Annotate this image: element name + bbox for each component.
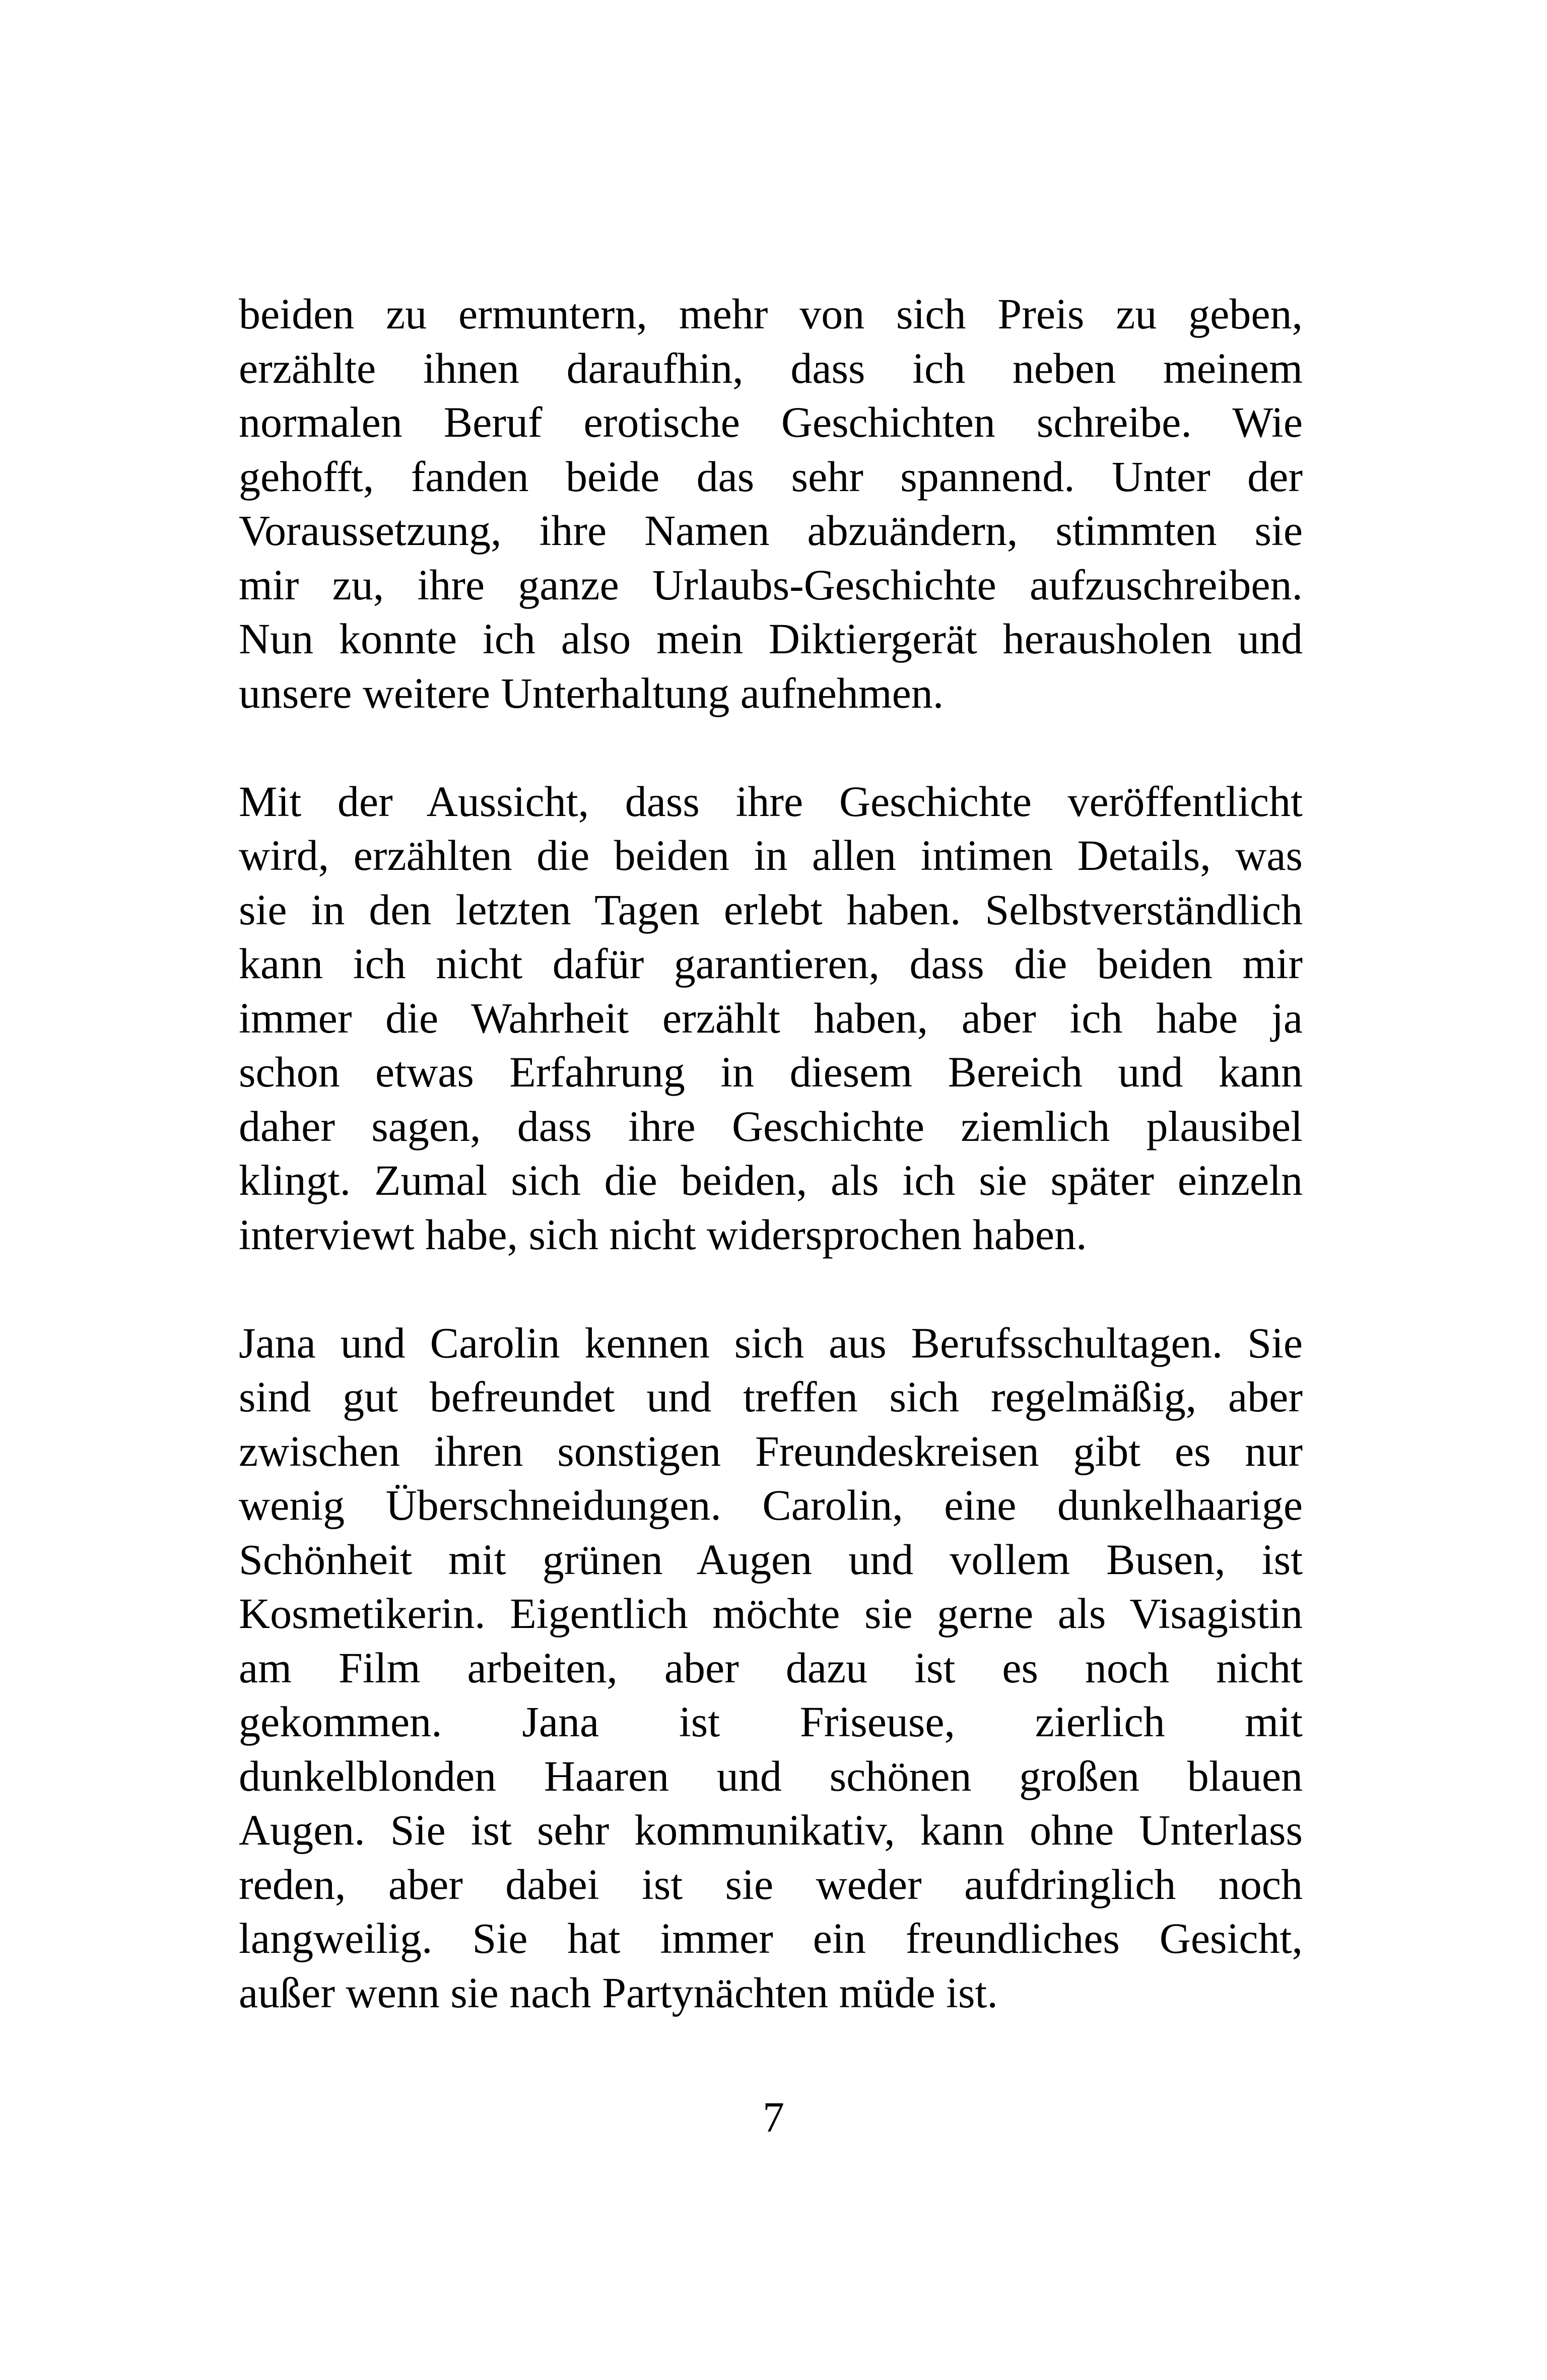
- paragraph-1: [239, 287, 1303, 720]
- text-line: Schönheit mit grünen Augen und vollem Busen, ist: [239, 1535, 1303, 1584]
- text-line: zwischen ihren sonstigen Freundeskreisen gibt es nur: [239, 1426, 1303, 1475]
- text-line: gehofft, fanden beide das sehr spannend. Unter der: [239, 452, 1303, 501]
- text-line: wenig Überschneidungen. Carolin, eine dunkelhaarige: [239, 1481, 1303, 1529]
- text-line: interviewt habe, sich nicht widersprochen haben.: [239, 1210, 1087, 1259]
- text-line: Mit der Aussicht, dass ihre Geschichte veröffentlicht: [239, 777, 1303, 826]
- text-line: klingt. Zumal sich die beiden, als ich sie später einzeln: [239, 1156, 1303, 1204]
- text-line: Nun konnte ich also mein Diktiergerät herausholen und: [239, 615, 1303, 663]
- page-number: 7: [763, 2093, 784, 2141]
- text-line: gekommen. Jana ist Friseuse, zierlich mit: [239, 1697, 1303, 1746]
- text-line: beiden zu ermuntern, mehr von sich Preis zu geben,: [239, 290, 1303, 338]
- text-line: normalen Beruf erotische Geschichten schreibe. Wie: [239, 398, 1303, 446]
- text-line: daher sagen, dass ihre Geschichte ziemlich plausibel: [239, 1102, 1303, 1150]
- paragraph-3: [239, 1316, 1303, 2020]
- text-line: wird, erzählten die beiden in allen intimen Details, was: [239, 831, 1303, 879]
- text-line: langweilig. Sie hat immer ein freundliches Gesicht,: [239, 1914, 1303, 1962]
- text-line: außer wenn sie nach Partynächten müde ist.: [239, 1968, 998, 2017]
- text-line: Voraussetzung, ihre Namen abzuändern, stimmten sie: [239, 506, 1303, 555]
- text-line: kann ich nicht dafür garantieren, dass die beiden mir: [239, 939, 1303, 988]
- body-text: [239, 287, 1303, 2020]
- text-line: sie in den letzten Tagen erlebt haben. Selbstverständlich: [239, 885, 1303, 934]
- text-line: sind gut befreundet und treffen sich regelmäßig, aber: [239, 1373, 1303, 1421]
- text-line: dunkelblonden Haaren und schönen großen blauen: [239, 1751, 1303, 1800]
- text-line: schon etwas Erfahrung in diesem Bereich und kann: [239, 1048, 1303, 1096]
- text-line: erzählte ihnen daraufhin, dass ich neben meinem: [239, 344, 1303, 392]
- text-line: am Film arbeiten, aber dazu ist es noch nicht: [239, 1643, 1303, 1692]
- paragraph-2: [239, 775, 1303, 1262]
- text-line: Kosmetikerin. Eigentlich möchte sie gerne als Visagistin: [239, 1589, 1303, 1638]
- text-line: Augen. Sie ist sehr kommunikativ, kann ohne Unterlass: [239, 1806, 1303, 1854]
- text-line: Jana und Carolin kennen sich aus Berufsschultagen. Sie: [239, 1318, 1303, 1367]
- text-line: unsere weitere Unterhaltung aufnehmen.: [239, 668, 944, 717]
- text-line: mir zu, ihre ganze Urlaubs-Geschichte aufzuschreiben.: [239, 560, 1303, 609]
- text-line: reden, aber dabei ist sie weder aufdringlich noch: [239, 1860, 1303, 1909]
- text-line: immer die Wahrheit erzählt haben, aber ich habe ja: [239, 993, 1303, 1042]
